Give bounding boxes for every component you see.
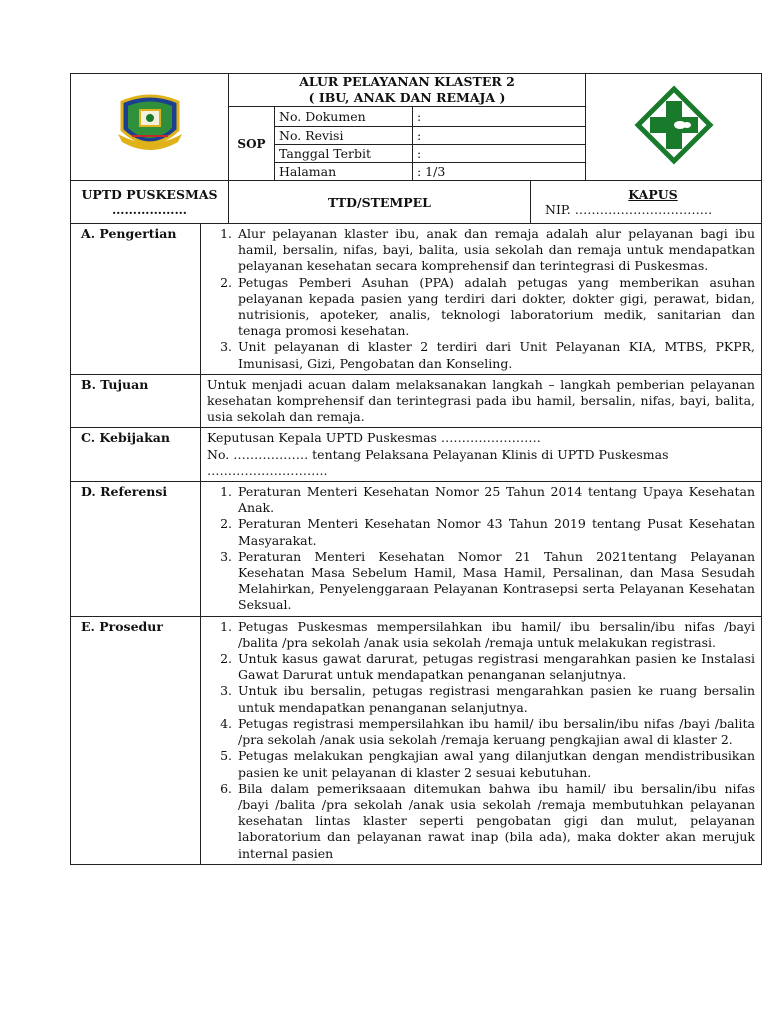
uptd-label: UPTD PUSKESMAS bbox=[81, 187, 218, 202]
list-item: 3. Unit pelayanan di klaster 2 terdiri dari Unit Pelayanan KIA, MTBS, PKPR, Imunisasi, Gizi, Pengobatan dan Konseling. bbox=[236, 339, 755, 371]
section-label-prosedur: E. Prosedur bbox=[71, 616, 201, 864]
puskesmas-logo bbox=[586, 74, 762, 181]
section-label-referensi: D. Referensi bbox=[71, 482, 201, 617]
nip-field: NIP. …………………………… bbox=[545, 202, 713, 217]
list-item: 1. Alur pelayanan klaster ibu, anak dan remaja adalah alur pelayanan bagi ibu hamil, bersalin, nifas, bayi, balita, usia sekolah dan remaja untuk mendapatkan pelayanan kesehatan secara komprehensif dan terintegrasi di Puskesmas. bbox=[236, 226, 755, 275]
section-label-tujuan: B. Tujuan bbox=[71, 374, 201, 428]
kebijakan-line-2: No. ……………… tentang Pelaksana Pelayanan Klinis di UPTD Puskesmas ……………………….. bbox=[207, 446, 669, 478]
kapus-cell bbox=[531, 181, 762, 224]
meta-label: No. Revisi bbox=[275, 127, 413, 145]
uptd-cell bbox=[71, 181, 229, 224]
meta-label: Tanggal Terbit bbox=[275, 145, 413, 163]
meta-value: : bbox=[413, 127, 586, 145]
signature-table bbox=[70, 180, 762, 224]
list-item: 1. Petugas Puskesmas mempersilahkan ibu hamil/ ibu bersalin/ibu nifas /bayi /balita /pra sekolah /anak usia sekolah /remaja untuk melakukan registrasi. bbox=[236, 619, 755, 651]
title-line-1: ALUR PELAYANAN KLASTER 2 bbox=[299, 74, 515, 89]
list-item: 3. Peraturan Menteri Kesehatan Nomor 21 Tahun 2021tentang Pelayanan Kesehatan Masa Sebelum Hamil, Masa Hamil, Persalinan, dan Masa Sesudah Melahirkan, Penyelenggaraan Pelayanan Kontrasepsi serta Pelayanan Kesehatan Seksual. bbox=[236, 549, 755, 614]
crest-icon bbox=[114, 92, 186, 158]
title-line-2: ( IBU, ANAK DAN REMAJA ) bbox=[308, 90, 506, 105]
list-item: 2. Untuk kasus gawat darurat, petugas registrasi mengarahkan pasien ke Instalasi Gawat Darurat untuk mendapatkan penanganan selanjutnya. bbox=[236, 651, 755, 683]
content-table bbox=[70, 223, 762, 865]
section-prosedur bbox=[201, 616, 762, 864]
uptd-placeholder: ……………… bbox=[112, 202, 187, 217]
list-item: 3. Untuk ibu bersalin, petugas registrasi mengarahkan pasien ke ruang bersalin untuk mendapatkan penanganan selanjutnya. bbox=[236, 683, 755, 715]
list-item: 2. Petugas Pemberi Asuhan (PPA) adalah petugas yang memberikan asuhan pelayanan kepada pasien yang terdiri dari dokter, dokter gigi, perawat, bidan, nutrisionis, apoteker, analis, teknologi laboratorium medik, sanitarian dan tenaga promosi kesehatan. bbox=[236, 275, 755, 340]
document-title bbox=[229, 74, 586, 107]
kebijakan-line-1: Keputusan Kepala UPTD Puskesmas …………………… bbox=[207, 430, 541, 446]
list-item: 5. Petugas melakukan pengkajian awal yang dilanjutkan dengan mendistribusikan pasien ke unit pelayanan di klaster 2 sesuai kebutuhan. bbox=[236, 748, 755, 780]
meta-label: Halaman bbox=[275, 163, 413, 181]
ttd-stempel: TTD/STEMPEL bbox=[229, 181, 531, 224]
meta-value: : bbox=[413, 145, 586, 163]
meta-label: No. Dokumen bbox=[275, 107, 413, 127]
list-item: 1. Peraturan Menteri Kesehatan Nomor 25 Tahun 2014 tentang Upaya Kesehatan Anak. bbox=[236, 484, 755, 516]
list-item: 2. Peraturan Menteri Kesehatan Nomor 43 Tahun 2019 tentang Pusat Kesehatan Masyarakat. bbox=[236, 516, 755, 548]
section-pengertian bbox=[201, 224, 762, 375]
kapus-label: KAPUS bbox=[628, 187, 678, 202]
meta-value: : bbox=[413, 107, 586, 127]
sop-document bbox=[70, 73, 761, 865]
meta-value: : 1/3 bbox=[413, 163, 586, 181]
puskesmas-cross-icon bbox=[634, 85, 714, 165]
list-item: 4. Petugas registrasi mempersilahkan ibu hamil/ ibu bersalin/ibu nifas /bayi /balita /pra sekolah /anak usia sekolah /remaja keruang pengkajian awal di klaster 2. bbox=[236, 716, 755, 748]
list-item: 6. Bila dalam pemeriksaaan ditemukan bahwa ibu hamil/ ibu bersalin/ibu nifas /bayi /balita /pra sekolah /anak usia sekolah /remaja membutuhkan pelayanan kesehatan lintas klaster seperti pengobatan gigi dan mulut, pelayanan laboratorium dan pelayanan rawat inap (bila ada), maka dokter akan merujuk internal pasien bbox=[236, 781, 755, 862]
section-referensi bbox=[201, 482, 762, 617]
sop-label: SOP bbox=[229, 107, 275, 181]
section-kebijakan bbox=[201, 428, 762, 482]
section-tujuan bbox=[201, 374, 762, 428]
header-table bbox=[70, 73, 762, 181]
tujuan-text: Untuk menjadi acuan dalam melaksanakan langkah – langkah pemberian pelayanan kesehatan komprehensif dan terintegrasi pada ibu hamil, bersalin, nifas, bayi, balita, usia sekolah dan remaja. bbox=[207, 376, 755, 425]
section-label-kebijakan: C. Kebijakan bbox=[71, 428, 201, 482]
section-label-pengertian: A. Pengertian bbox=[71, 224, 201, 375]
regional-crest-logo bbox=[71, 74, 229, 181]
